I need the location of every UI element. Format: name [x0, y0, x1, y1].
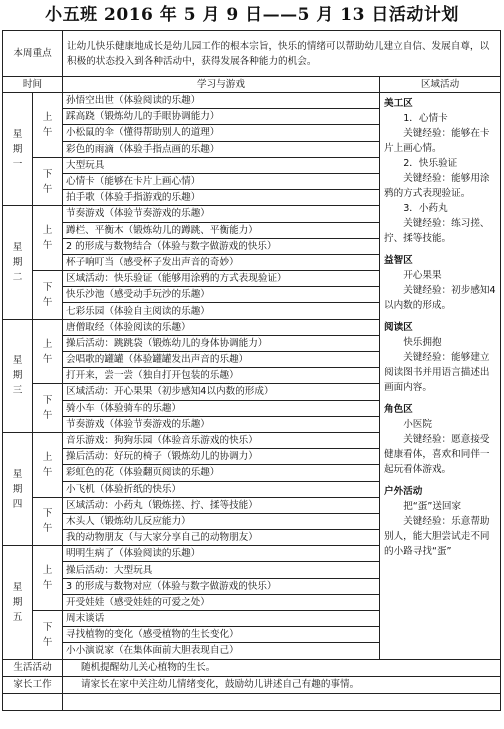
afternoon-label — [33, 384, 63, 433]
activity-cell: 骑小车（体验骑车的乐趣） — [63, 400, 380, 416]
area-title: 美工区 — [384, 98, 413, 109]
life-row — [3, 659, 501, 676]
activity-cell: 寻找植物的变化（感受植物的生长变化） — [63, 627, 380, 643]
afternoon-label — [33, 611, 63, 660]
half-char: 午 — [42, 636, 53, 648]
morning-label — [33, 319, 63, 384]
day-char: 一 — [12, 158, 23, 170]
half-char: 午 — [42, 183, 53, 195]
activity-cell: 心情卡（能够在卡片上画心情） — [63, 173, 380, 189]
blank-cell — [3, 693, 63, 710]
area-block — [384, 484, 496, 559]
activity-cell: 3 的形成与数物对应（体验与数字做游戏的快乐） — [63, 578, 380, 594]
activity-cell: 操后活动：大型玩具 — [63, 562, 380, 578]
day-char: 星 — [12, 241, 23, 253]
activity-cell: 大型玩具 — [63, 157, 380, 173]
activity-cell: 会唱歌的罐罐（体验罐罐发出声音的乐趣） — [63, 352, 380, 368]
area-line: 1．心情卡 — [403, 113, 448, 124]
area-line: 关键经验：愿意接受健康看体，喜欢和同伴一起玩看体游戏。 — [384, 434, 490, 475]
area-block — [384, 402, 496, 477]
day-char: 二 — [12, 271, 23, 283]
half-char: 上 — [42, 451, 53, 463]
life-row-label: 生活活动 — [3, 659, 63, 676]
focus-text: 让幼儿快乐健康地成长是幼儿园工作的根本宗旨，快乐的情绪可以帮助幼儿建立自信、发展自尊，以积极的状态投入到各种活动中，获得发展各种能力的机会。 — [63, 31, 501, 77]
area-line: 把“蛋”送回家 — [403, 501, 462, 512]
day-label — [3, 432, 33, 545]
activity-cell: 2 的形成与数物结合（体验与数字做游戏的快乐） — [63, 238, 380, 254]
day-char: 星 — [12, 128, 23, 140]
header-learn: 学习与游戏 — [63, 77, 380, 93]
half-char: 下 — [42, 395, 53, 407]
day-char: 星 — [12, 581, 23, 593]
activity-cell: 小小演说家（在集体面前大胆表现自己） — [63, 643, 380, 659]
half-char: 午 — [42, 466, 53, 478]
area-line: 关键经验：乐意帮助别人，能大胆尝试走不同的小路寻找“蛋” — [384, 516, 490, 557]
activity-cell: 区域活动：小药丸（锻炼搓、拧、揉等技能） — [63, 497, 380, 513]
activity-cell: 彩色的雨滴（体验手指点画的乐趣） — [63, 141, 380, 157]
half-char: 午 — [42, 296, 53, 308]
area-line: 快乐拥抱 — [403, 337, 442, 348]
activity-cell: 开受娃娃（感受娃娃的可爱之处） — [63, 594, 380, 610]
activity-cell: 区域活动：快乐验证（能够用涂鸦的方式表现验证） — [63, 271, 380, 287]
activity-cell: 木头人（锻炼幼儿反应能力） — [63, 513, 380, 529]
page-title: 小五班 2016 年 5 月 9 日——5 月 13 日活动计划 — [45, 5, 459, 25]
activity-cell: 节奏游戏（体验节奏游戏的乐趣） — [63, 416, 380, 432]
activity-cell: 快乐沙池（感受动手玩沙的乐趣） — [63, 287, 380, 303]
life-row-text: 随机提醒幼儿关心植物的生长。 — [63, 659, 501, 676]
area-line: 关键经验：能够在卡片上画心情。 — [384, 128, 490, 154]
activity-cell: 明明生病了（体验阅读的乐趣） — [63, 546, 380, 562]
afternoon-label — [33, 271, 63, 320]
activity-cell: 杯子响叮当（感受杯子发出声音的奇妙） — [63, 254, 380, 270]
activity-row — [3, 93, 501, 109]
half-char: 午 — [42, 410, 53, 422]
activity-cell: 孙悟空出世（体验阅读的乐趣） — [63, 93, 380, 109]
day-char: 星 — [12, 468, 23, 480]
area-line: 关键经验：能够用涂鸦的方式表现验证。 — [384, 173, 490, 199]
half-char: 上 — [42, 111, 53, 123]
area-line: 小医院 — [403, 419, 432, 430]
half-char: 午 — [42, 353, 53, 365]
header-time: 时间 — [3, 77, 63, 93]
day-char: 期 — [12, 596, 23, 608]
plan-table — [2, 30, 501, 711]
activity-cell: 踩高跷（锻炼幼儿的手眼协调能力） — [63, 109, 380, 125]
activity-cell: 操后活动：好玩的椅子（锻炼幼儿的协调力） — [63, 449, 380, 465]
half-char: 下 — [42, 281, 53, 293]
area-line: 开心果果 — [403, 270, 442, 281]
half-char: 上 — [42, 338, 53, 350]
activity-cell: 周末谈话 — [63, 611, 380, 627]
area-line: 3．小药丸 — [403, 203, 448, 214]
day-char: 期 — [12, 256, 23, 268]
day-char: 期 — [12, 370, 23, 382]
morning-label — [33, 432, 63, 497]
activity-cell: 区域活动：开心果果（初步感知4以内数的形成） — [63, 384, 380, 400]
area-line: 2．快乐验证 — [403, 158, 458, 169]
day-char: 星 — [12, 355, 23, 367]
activity-cell: 节奏游戏（体验节奏游戏的乐趣） — [63, 206, 380, 222]
area-activities — [380, 93, 501, 660]
half-char: 午 — [42, 580, 53, 592]
day-char: 三 — [12, 385, 23, 397]
activity-cell: 打开来，尝一尝（独自打开包装的乐趣） — [63, 368, 380, 384]
activity-cell: 拍手歌（体验手指游戏的乐趣） — [63, 190, 380, 206]
morning-label — [33, 546, 63, 611]
area-title: 角色区 — [384, 404, 413, 415]
half-char: 下 — [42, 508, 53, 520]
focus-label: 本周重点 — [3, 31, 63, 77]
half-char: 下 — [42, 168, 53, 180]
day-label — [3, 206, 33, 319]
day-char: 期 — [12, 143, 23, 155]
activity-cell: 操后活动：跳跳袋（锻炼幼儿的身体协调能力） — [63, 335, 380, 351]
area-block — [384, 96, 496, 246]
header-area: 区域活动 — [380, 77, 501, 93]
blank-row — [3, 693, 501, 710]
day-label — [3, 93, 33, 206]
area-line: 关键经验：初步感知4以内数的形成。 — [384, 285, 496, 311]
activity-cell: 七彩乐园（体验自主阅读的乐趣） — [63, 303, 380, 319]
half-char: 上 — [42, 225, 53, 237]
half-char: 下 — [42, 621, 53, 633]
afternoon-label — [33, 157, 63, 206]
blank-cell — [63, 693, 501, 710]
day-label — [3, 546, 33, 659]
morning-label — [33, 206, 63, 271]
activity-cell: 我的动物朋友（与大家分享自己的动物朋友） — [63, 530, 380, 546]
day-char: 期 — [12, 483, 23, 495]
activity-cell: 唐僧取经（体验阅读的乐趣） — [63, 319, 380, 335]
day-char: 五 — [12, 611, 23, 623]
activity-cell: 小松鼠的伞（懂得帮助别人的道理） — [63, 125, 380, 141]
afternoon-label — [33, 497, 63, 546]
area-title: 户外活动 — [384, 486, 423, 497]
morning-label — [33, 93, 63, 158]
activity-cell: 小飞机（体验折纸的快乐） — [63, 481, 380, 497]
area-title: 阅读区 — [384, 322, 413, 333]
area-title: 益智区 — [384, 255, 413, 266]
area-block — [384, 253, 496, 313]
home-row-label: 家长工作 — [3, 676, 63, 693]
activity-cell: 蹲栏、平衡木（锻炼幼儿的蹲跳、平衡能力） — [63, 222, 380, 238]
area-line: 关键经验：练习搓、拧、揉等技能。 — [384, 218, 490, 244]
half-char: 上 — [42, 565, 53, 577]
area-block — [384, 320, 496, 395]
day-label — [3, 319, 33, 432]
area-line: 关键经验：能够建立阅读图书并用语言描述出画面内容。 — [384, 352, 490, 393]
day-char: 四 — [12, 498, 23, 510]
half-char: 午 — [42, 240, 53, 252]
half-char: 午 — [42, 126, 53, 138]
home-row-text: 请家长在家中关注幼儿情绪变化，鼓励幼儿讲述自己有趣的事情。 — [63, 676, 501, 693]
home-row — [3, 676, 501, 693]
activity-cell: 彩虹色的花（体验翻页阅读的乐趣） — [63, 465, 380, 481]
activity-cell: 音乐游戏：狗狗乐园（体验音乐游戏的快乐） — [63, 432, 380, 448]
half-char: 午 — [42, 523, 53, 535]
